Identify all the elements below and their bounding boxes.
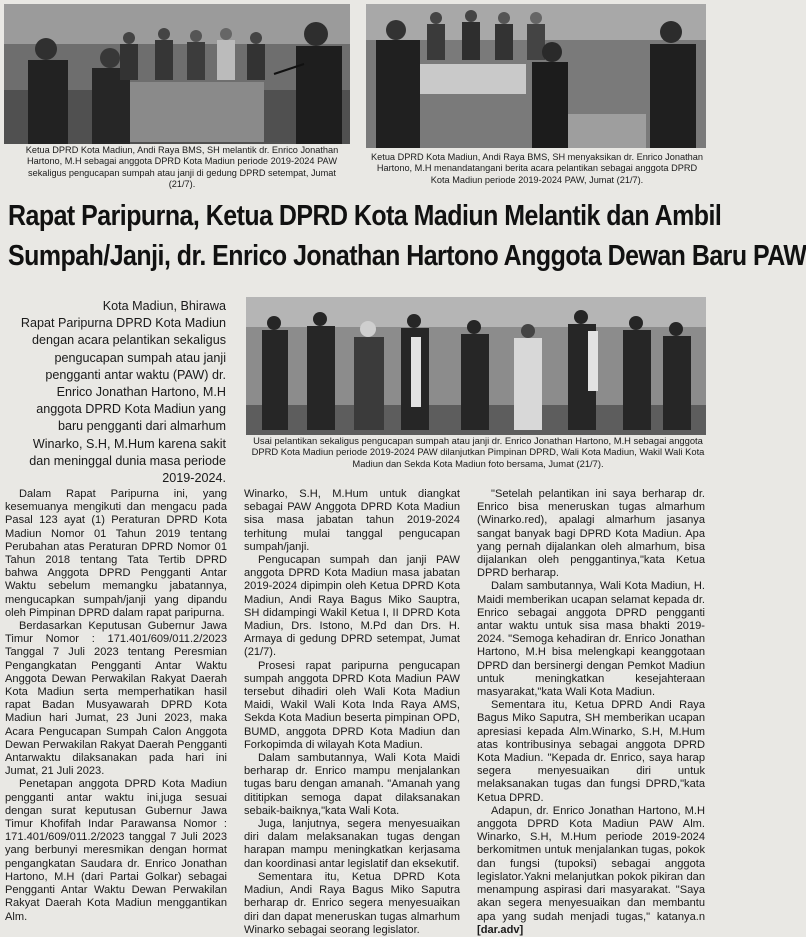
photo-caption: Ketua DPRD Kota Madiun, Andi Raya BMS, SH melantik dr. Enrico Jonathan Hartono, M.H sebagai anggota DPRD Kota Madiun periode 2019-2024 PAW sekaligus pengucapan sumpah atau janji di gedung DPRD setempat, Jumat (21/7). [25,145,339,190]
lead-line: dengan acara pelantikan sekaligus [32,333,226,348]
photo-caption: Ketua DPRD Kota Madiun, Andi Raya BMS, SH menyaksikan dr. Enrico Jonathan Hartono, M.H menandatangani berita acara pelantikan sebagai anggota DPRD Kota Madiun periode 2019-2024 PAW, Jumat (21/7). [371,152,703,185]
body-column [5,488,227,924]
headline-line: Rapat Paripurna, Ketua DPRD Kota Madiun Melantik dan Ambil [8,200,722,232]
photo-oath-ceremony [4,4,350,144]
lead-line: anggota DPRD Kota Madiun yang [36,402,226,417]
headline [8,196,806,276]
lead-line: Enrico Jonathan Hartono, M.H [56,385,226,400]
paragraph: Dalam sambutannya, Wali Kota Madiun, H. Maidi memberikan ucapan selamat kepada dr. Enrico sebagai anggota DPRD pengganti antar waktu untuk sisa masa bhakti 2019-2024. "Semoga kehadiran dr. Enrico Jonathan Hartono, M.H bisa melengkapi keanggotaan DPRD dan bersinergi dengan Pemkot Madiun untuk meningkatkan kesejahteraan masyarakat,"kata Wali Kota Madiun. [477,580,705,699]
paragraph [477,805,705,937]
lead-line: Rapat Paripurna DPRD Kota Madiun [20,316,226,331]
lead-paragraph [0,298,226,487]
lead-line: Kota Madiun, Bhirawa [102,299,226,313]
paragraph: Prosesi rapat paripurna pengucapan sumpah anggota DPRD Kota Madiun PAW tersebut dihadiri oleh Wali Kota Madiun Maidi, Wakil Wali Kota Inda Raya AMS, Sekda Kota Madiun beserta pimpinan OPD, BUMD, anggota DPRD Kota Madiun dan Forkopimda di wilayah Kota Madiun. [244,659,460,751]
lead-line: pengucapan sumpah atau janji [54,350,226,365]
photo-group [246,297,706,435]
photo-caption: Usai pelantikan sekaligus pengucapan sumpah atau janji dr. Enrico Jonathan Hartono, M.H sebagai anggota DPRD Kota Madiun periode 2019-2024 PAW dilanjutkan Pimpinan DPRD, Wali Kota Madiun, Wakil Wali Kota Madiun dan Sekda Kota Madiun foto bersama, Jumat (21/7). [251,435,705,469]
paragraph: Berdasarkan Keputusan Gubernur Jawa Timur Nomor : 171.401/609/011.2/2023 Tanggal 7 Juli 2023 tentang Peresmian Pengangkatan Pengganti Antar Waktu Anggota Dewan Perwakilan Rakyat Daerah Kota Madiun serta memperhatikan hasil rapat Badan Musyawarah DPRD Kota Madiun hari Jumat, 23 Juni 2023, maka Acara Pengucapan Sumpah Calon Anggota Dewan Perwakilan Rakyat Daerah Pengganti Antarwaktu dilaksanakan pada hari ini Jumat, 21 Juli 2023. [5,620,227,778]
paragraph: "Setelah pelantikan ini saya berharap dr. Enrico bisa meneruskan tugas almarhum (Winarko.red), apalagi almarhum jasanya sangat banyak bagi DPRD Kota Madiun. Apa yang pernah dijalankan oleh almarhum, bisa dijalankan oleh penggantinya,"kata Ketua DPRD berharap. [477,488,705,580]
lead-line: baru pengganti dari almarhum [57,419,226,434]
paragraph: Dalam Rapat Paripurna ini, yang kesemuanya mengikuti dan mengacu pada Pasal 123 ayat (1) Peraturan DPRD Kota Madiun Nomor 01 Tahun 2019 tentang Perubahan atas Peraturan DPRD Nomor 01 Tahun 2018 tentang Tata Tertib DPRD bahwa Anggota DPRD Pengganti Antar Waktu sebelum memangku jabatannya, mengucapkan sumpah/janji yang dipandu oleh Pimpinan DPRD dalam rapat paripurna. [5,488,227,619]
photo-signing-ceremony [366,4,706,148]
body-column [244,488,460,937]
paragraph: Sementara itu, Ketua DPRD Kota Madiun, Andi Raya Bagus Miko Saputra berharap dr. Enrico segera menyesuaikan diri dan dapat meneruskan tugas almarhum Winarko sebagai seorang legislator. [244,870,460,936]
paragraph: Dalam sambutannya, Wali Kota Maidi berharap dr. Enrico mampu menjalankan tugas baru dengan amanah. "Amanah yang dititipkan semoga dapat dilaksanakan sebaik-baiknya,"kata Wali Kota. [244,752,460,817]
paragraph-text: Adapun, dr. Enrico Jonathan Hartono, M.H anggota DPRD Kota Madiun PAW Alm. Winarko, S.H, M.Hum periode 2019-2024 berkomitmen untuk menjalankan tugas, pokok dan fungsi (tupoksi) sebagai anggota legislator.Yakni melanjutkan pokok pikiran dan menampung aspirasi dari masyarakat. "Saya akan segera menyesuaikan dan membantu apa yang sudah menjadi tugas," katanya.n [477,804,705,923]
paragraph: Pengucapan sumpah dan janji PAW anggota DPRD Kota Madiun masa jabatan 2019-2024 dipimpin oleh Ketua DPRD Kota Madiun, Andi Raya Bagus Miko Sauptra, SH didampingi Wakil Ketua I, II DPRD Kota Madiun, Drs. Istono, M.Pd dan Drs. H. Armaya di gedung DPRD setempat, Jumat (21/7). [244,554,460,659]
lead-line: 2019-2024. [162,471,226,486]
lead-line: Winarko, S.H, M.Hum karena sakit [32,436,226,451]
paragraph: Winarko, S.H, M.Hum untuk diangkat sebagai PAW Anggota DPRD Kota Madiun sisa masa jabatan tahun 2019-2024 terhitung mulai tanggal pengucapan sumpah/janji. [244,488,460,553]
headline-line: Sumpah/Janji, dr. Enrico Jonathan Hartono Anggota Dewan Baru PAW [8,240,806,272]
body-column [477,488,705,937]
lead-line: pengganti antar waktu (PAW) dr. [45,367,226,382]
paragraph: Sementara itu, Ketua DPRD Andi Raya Bagus Miko Saputra, SH memberikan ucapan apresiasi kepada Alm.Winarko, S.H, M.Hum atas kontribusinya sebagai anggota DPRD Kota Madiun. "Kepada dr. Enrico, saya harap segera menyesuaikan diri untuk melaksanakan tugas dan fungsi DPRD,"kata Ketua DPRD. [477,699,705,804]
lead-line: dan meninggal dunia masa periode [29,453,226,468]
paragraph: Penetapan anggota DPRD Kota Madiun pengganti antar waktu ini,juga sesuai dengan surat keputusan Gubernur Jawa Timur Khofifah Indar Parawansa Nomor : 171.401/609/011.2/2023 tanggal 7 Juli 2023 yang berbunyi meresmikan dengan hormat pengangkatan Saudara dr. Enrico Jonathan Hartono, M.H (dari Partai Golkar) sebagai Pengganti Antar Waktu Dewan Perwakilan Rakyat Daerah Kota Madiun menggantikan Alm. [5,778,227,923]
author-tag: [dar.adv] [477,923,524,936]
paragraph: Juga, lanjutnya, segera menyesuaikan diri dalam melaksanakan tugas dengan harapan mampu meningkatkan kerjasama dan koordinasi antar legislatif dan eksekutif. [244,818,460,870]
